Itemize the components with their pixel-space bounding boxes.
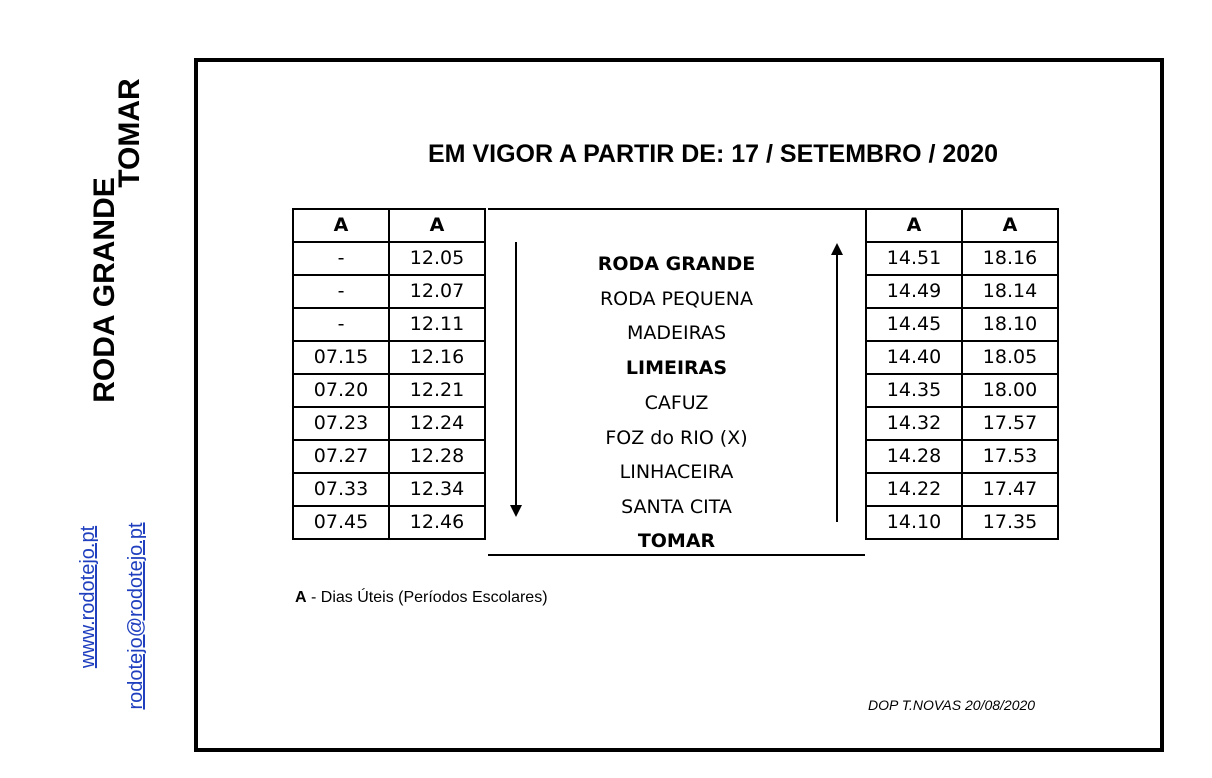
legend	[295, 589, 548, 607]
table-row	[866, 407, 1058, 440]
direction-up-arrow	[836, 254, 838, 522]
time-cell: 12.28	[389, 440, 485, 473]
time-cell: 14.45	[866, 308, 962, 341]
time-cell: 14.10	[866, 506, 962, 539]
time-cell: 07.20	[293, 374, 389, 407]
time-cell: 14.49	[866, 275, 962, 308]
table-row	[293, 407, 485, 440]
table-row	[866, 341, 1058, 374]
time-cell: 12.24	[389, 407, 485, 440]
stops-column	[488, 208, 865, 556]
time-cell: 12.16	[389, 341, 485, 374]
stop-name: LIMEIRAS	[625, 357, 728, 379]
table-header-row	[866, 209, 1058, 242]
outbound-times-table	[292, 208, 486, 540]
stop-name: SANTA CITA	[621, 496, 732, 518]
website-link[interactable]: www.rodotejo.pt	[77, 525, 99, 669]
time-cell: 18.16	[962, 242, 1058, 275]
time-cell: -	[293, 275, 389, 308]
time-cell: 12.21	[389, 374, 485, 407]
stop-name: CAFUZ	[644, 392, 709, 414]
table-row	[866, 440, 1058, 473]
time-cell: 17.47	[962, 473, 1058, 506]
direction-down-arrow	[515, 242, 517, 508]
time-cell: -	[293, 242, 389, 275]
time-cell: 17.53	[962, 440, 1058, 473]
stop-name: LINHACEIRA	[619, 461, 734, 483]
stop-name: TOMAR	[637, 530, 716, 552]
table-row	[293, 308, 485, 341]
table-row	[293, 242, 485, 275]
time-cell: 18.00	[962, 374, 1058, 407]
legend-key: A	[295, 589, 307, 606]
table-header-row	[293, 209, 485, 242]
time-cell: 14.22	[866, 473, 962, 506]
time-cell: 18.05	[962, 341, 1058, 374]
column-header: A	[962, 209, 1058, 242]
time-cell: 14.28	[866, 440, 962, 473]
time-cell: 12.34	[389, 473, 485, 506]
time-cell: 17.35	[962, 506, 1058, 539]
arrow-up-icon	[831, 243, 843, 255]
stop-name: FOZ do RIO (X)	[605, 427, 748, 449]
time-cell: 07.23	[293, 407, 389, 440]
arrow-down-icon	[510, 505, 522, 517]
time-cell: 14.35	[866, 374, 962, 407]
time-cell: 07.45	[293, 506, 389, 539]
time-cell: 12.05	[389, 242, 485, 275]
time-cell: 07.33	[293, 473, 389, 506]
effective-date-title: EM VIGOR A PARTIR DE: 17 / SETEMBRO / 2020	[428, 140, 999, 168]
column-header: A	[293, 209, 389, 242]
stop-name: RODA GRANDE	[597, 253, 756, 275]
table-row	[293, 341, 485, 374]
column-header: A	[389, 209, 485, 242]
table-row	[293, 440, 485, 473]
route-origin-label: RODA GRANDE	[88, 177, 121, 403]
time-cell: 14.51	[866, 242, 962, 275]
return-times-table	[865, 208, 1059, 540]
table-row	[293, 506, 485, 539]
footer-note: DOP T.NOVAS 20/08/2020	[868, 697, 1036, 713]
legend-text: - Dias Úteis (Períodos Escolares)	[306, 589, 548, 606]
time-cell: -	[293, 308, 389, 341]
table-row	[866, 242, 1058, 275]
time-cell: 18.10	[962, 308, 1058, 341]
time-cell: 18.14	[962, 275, 1058, 308]
table-row	[866, 308, 1058, 341]
time-cell: 17.57	[962, 407, 1058, 440]
table-row	[293, 275, 485, 308]
stop-name: RODA PEQUENA	[599, 288, 754, 310]
stop-name: MADEIRAS	[626, 322, 727, 344]
time-cell: 12.07	[389, 275, 485, 308]
time-cell: 07.15	[293, 341, 389, 374]
time-cell: 07.27	[293, 440, 389, 473]
time-cell: 14.40	[866, 341, 962, 374]
route-destination-label: TOMAR	[113, 78, 146, 188]
time-cell: 12.11	[389, 308, 485, 341]
table-row	[866, 473, 1058, 506]
time-cell: 12.46	[389, 506, 485, 539]
table-row	[293, 374, 485, 407]
column-header: A	[866, 209, 962, 242]
table-row	[866, 374, 1058, 407]
email-link[interactable]: rodotejo@rodotejo.pt	[125, 522, 147, 710]
table-row	[866, 275, 1058, 308]
time-cell: 14.32	[866, 407, 962, 440]
table-row	[866, 506, 1058, 539]
table-row	[293, 473, 485, 506]
